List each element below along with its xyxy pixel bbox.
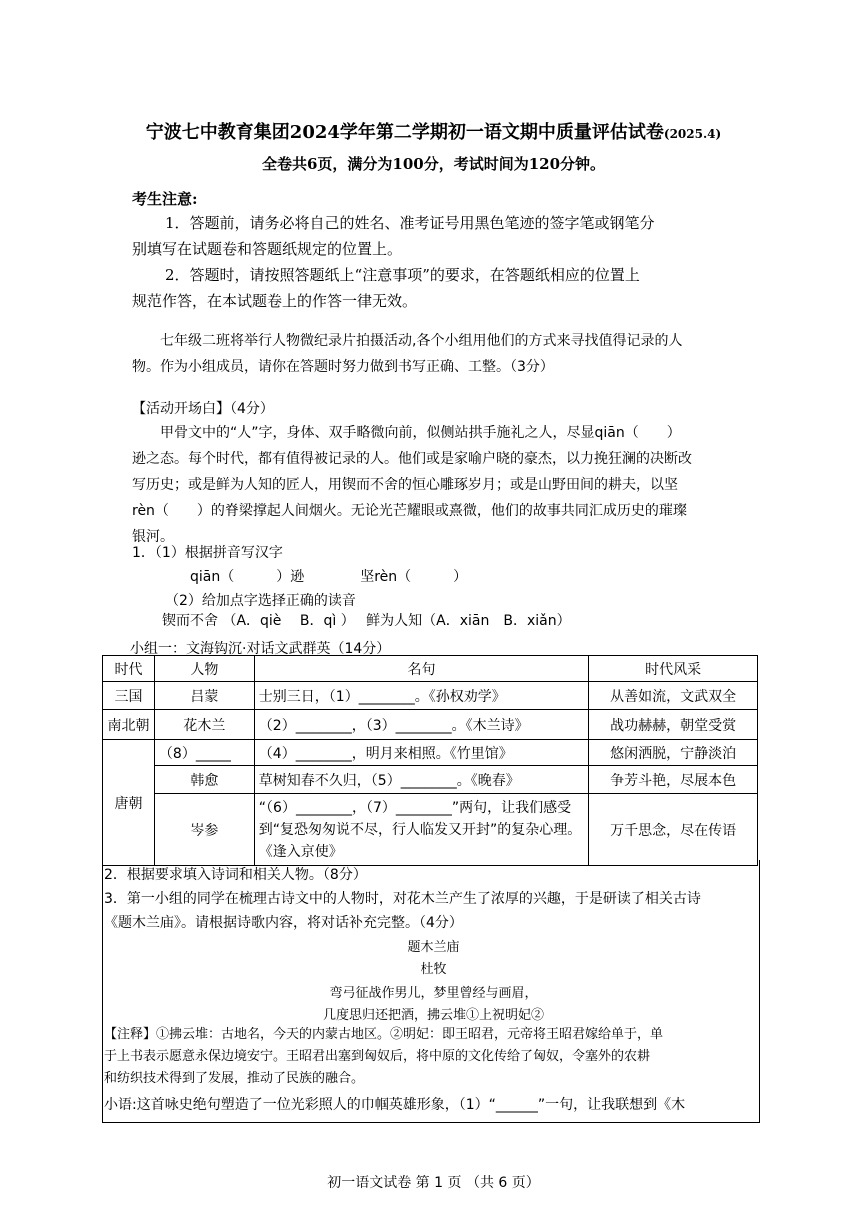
cell-quote: 草树知春不久归，（5）________。《晚春》 xyxy=(254,766,588,794)
poem-line-2: 几度思归还把酒，拂云堆①上祝明妃② xyxy=(322,1008,544,1023)
note-line-3: 和纺织技术得到了发展，推动了民族的融合。 xyxy=(104,1071,365,1086)
cell-era: 南北朝 xyxy=(103,710,155,740)
cell-person: 吕蒙 xyxy=(154,682,254,710)
header-person: 人物 xyxy=(154,656,254,682)
cell-quote: （2）________，（3）________。《木兰诗》 xyxy=(254,710,588,740)
question-3-line-2: 《题木兰庙》。请根据诗歌内容，将对话补充完整。（4分） xyxy=(104,915,463,931)
group-1-heading: 小组一：文海钩沉·对话文武群英（14分） xyxy=(130,641,391,657)
header-era: 时代 xyxy=(103,656,155,682)
cell-era: 唐朝 xyxy=(103,740,155,866)
cell-quote: （4）________，明月来相照。《竹里馆》 xyxy=(254,740,588,766)
intro-line-1: 七年级二班将举行人物微纪录片拍摄活动,各个小组用他们的方式来寻找值得记录的人 xyxy=(160,333,683,349)
exam-subtitle: 全卷共6页，满分为100分，考试时间为120分钟。 xyxy=(261,155,606,173)
exam-date: (2025.4) xyxy=(663,127,722,141)
cell-spirit: 万千思念，尽在传语 xyxy=(589,794,758,866)
notice-item-1-line-2: 别填写在试题卷和答题纸规定的位置上。 xyxy=(132,240,403,258)
page-title: 宁波七中教育集团2024学年第二学期初一语文期中质量评估试卷(2025.4) xyxy=(145,122,722,143)
opening-heading: 【活动开场白】（4分） xyxy=(132,401,274,417)
page-footer: 初一语文试卷 第 1 页 （共 6 页） xyxy=(327,1175,540,1191)
cell-quote: 士别三日，（1）________。《孙权劝学》 xyxy=(254,682,588,710)
intro-line-2: 物。作为小组成员，请你在答题时努力做到书写正确、工整。（3分） xyxy=(132,359,554,375)
question-1-part-2: （2）给加点字选择正确的读音 xyxy=(165,593,356,609)
poem-author: 杜牧 xyxy=(420,962,447,977)
dialogue-line: 小语:这首咏史绝句塑造了一位光彩照人的巾帼英雄形象，（1）“______”一句，让我联想到《木 xyxy=(104,1097,686,1113)
cell-person: 岑参 xyxy=(154,794,254,866)
question-3-line-1: 3．第一小组的同学在梳理古诗文中的人物时，对花木兰产生了浓厚的兴趣，于是研读了相关古诗 xyxy=(104,891,701,907)
header-quote: 名句 xyxy=(254,656,588,682)
cell-spirit: 战功赫赫，朝堂受赏 xyxy=(589,710,758,740)
question-2: 2．根据要求填入诗词和相关人物。（8分） xyxy=(104,867,367,883)
poem-title: 题木兰庙 xyxy=(407,940,460,955)
notice-item-2-line-2: 规范作答，在本试题卷上的作答一律无效。 xyxy=(132,292,418,310)
notice-item-2-line-1: 2．答题时，请按照答题纸上“注意事项”的要求，在答题纸相应的位置上 xyxy=(165,266,640,284)
opening-line-4: rèn（ ）的脊梁撑起人间烟火。无论光芒耀眼或熹微，他们的故事共同汇成历史的璀璨 xyxy=(132,503,687,519)
cell-era: 三国 xyxy=(103,682,155,710)
note-line-1: 【注释】①拂云堆：古地名，今天的内蒙古地区。②明妃：即王昭君，元帝将王昭君嫁给单于，单 xyxy=(104,1027,664,1042)
cell-spirit: 从善如流，文武双全 xyxy=(589,682,758,710)
question-1-pinyin-line: qiān（ ）逊 坚rèn（ ） xyxy=(190,569,468,585)
header-spirit: 时代风采 xyxy=(589,656,758,682)
notice-item-1-line-1: 1．答题前，请务必将自己的姓名、准考证号用黑色笔迹的签字笔或钢笔分 xyxy=(165,214,655,232)
cell-person: （8）_____ xyxy=(154,740,254,766)
question-1-heading: 1．（1）根据拼音写汉字 xyxy=(132,545,283,561)
cell-spirit: 悠闲洒脱，宁静淡泊 xyxy=(589,740,758,766)
note-line-2: 于上书表示愿意永保边境安宁。王昭君出塞到匈奴后，将中原的文化传给了匈奴，令塞外的农耕 xyxy=(104,1049,651,1064)
cell-person: 花木兰 xyxy=(154,710,254,740)
notice-heading: 考生注意: xyxy=(132,190,198,208)
opening-line-3: 写历史；或是鲜为人知的匠人，用锲而不舍的恒心雕琢岁月；或是山野田间的耕夫，以坚 xyxy=(132,477,678,493)
opening-line-2: 逊之态。每个时代，都有值得被记录的人。他们或是家喻户晓的豪杰，以力挽狂澜的决断改 xyxy=(132,451,692,467)
cell-spirit: 争芳斗艳，尽展本色 xyxy=(589,766,758,794)
question-1-options: 锲而不舍 （A．qiè B．qì ） 鲜为人知（A．xiān B．xiǎn） xyxy=(162,613,571,629)
poetry-table xyxy=(102,655,758,866)
cell-quote: “（6）________，（7）________”两句，让我们感受到“复恐匆匆说不尽，行人临发又开封”的复杂心理。《逢入京使》 xyxy=(254,794,588,866)
opening-line-5: 银河。 xyxy=(132,529,174,545)
poem-line-1: 弯弓征战作男儿，梦里曾经与画眉， xyxy=(329,986,538,1001)
cell-person: 韩愈 xyxy=(154,766,254,794)
opening-line-1: 甲骨文中的“人”字，身体、双手略微向前，似侧站拱手施礼之人，尽显qiān（ ） xyxy=(160,425,681,441)
